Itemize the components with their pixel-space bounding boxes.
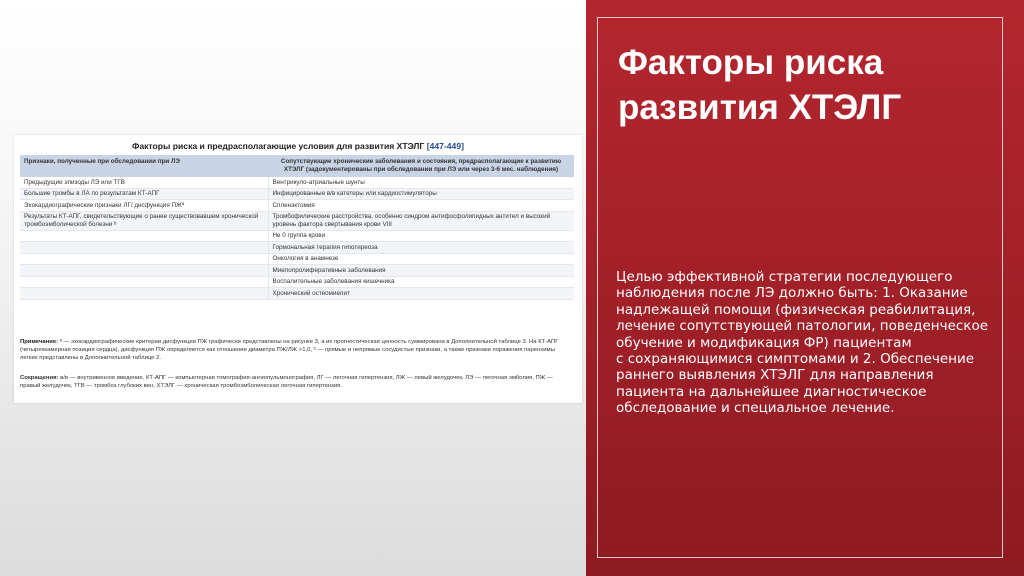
table-cell bbox=[20, 253, 268, 265]
table-cell bbox=[20, 230, 268, 242]
table-cell: Хронический остеомиелит bbox=[268, 288, 574, 300]
table-cell: Результаты КТ-АПГ, свидетельствующие о ранее существовавшем хронической тромбоэмболической болезни ᵇ bbox=[20, 211, 268, 230]
table-caption bbox=[14, 135, 582, 155]
table-row bbox=[20, 200, 574, 212]
table-cell: Онкология в анамнезе bbox=[268, 253, 574, 265]
table-row bbox=[20, 230, 574, 242]
table-cell: Спленэктомия bbox=[268, 200, 574, 212]
table-caption-reference: [447-449] bbox=[426, 141, 464, 151]
table-cell: Инфицированные в/в катетеры или кардиостимуляторы bbox=[268, 188, 574, 200]
table-caption-text: Факторы риска и предрасполагающие условия для развития ХТЭЛГ bbox=[132, 141, 425, 151]
table-cell: Гормональная терапия гипотиреоза bbox=[268, 242, 574, 254]
table-cell bbox=[20, 242, 268, 254]
table-abbreviations-text: в/в — внутривенное введение, КТ-АПГ — компьютерная томография-ангиопульмонография, ЛГ — легочная гипертензия, ЛЖ — левый желудочек, ЛЭ — легочная эмболия, ПЖ — правый желудочек, ТГВ — тромбоз глубоких вен, ХТЭЛГ — хроническая тромбоэмболическая легочная гипертензия. bbox=[20, 375, 553, 389]
table-cell: Не 0 группа крови bbox=[268, 230, 574, 242]
table-cell: Вентрикуло-атриальные шунты bbox=[268, 177, 574, 188]
table-note-label: Примечание: bbox=[20, 339, 59, 345]
slide-title: Факторы риска развития ХТЭЛГ bbox=[618, 43, 902, 127]
table-abbreviations-label: Сокращения: bbox=[20, 375, 59, 381]
table-cell: Эхокардиографические признаки ЛГ/ дисфункция ПЖª bbox=[20, 200, 268, 212]
table-row bbox=[20, 211, 574, 230]
slide-body-text: Целью эффективной стратегии последующего наблюдения после ЛЭ должно быть: 1. Оказание надлежащей помощи (физическая реабилитация, лечение сопутствующей патологии, поведенческое обучение и модификация ФР) пациентам с сохраняющимися симптомами и 2. Обеспечение раннего выявления ХТЭЛГ для направления пациента на дальнейшее диагностическое обследование и специальное лечение. bbox=[616, 269, 989, 417]
table-note-text: ª — эхокардиографические критерии дисфункции ПЖ графически представлены на рисунке 3, а их прогностическая ценность суммирована в Дополнительной таблице 3. На КТ-АПГ (четырехкамерная позиция сердца), дисфункция ПЖ определяется как отношение диаметра ПЖ/ЛЖ >1,0, ᵇ — прямые и непрямые сосудистые признаки, а также признаки поражения паренхимы легких представлены в Дополнительной таблице 2. bbox=[20, 339, 559, 361]
table-cell: Воспалительные заболевания кишечника bbox=[268, 276, 574, 288]
table-cell bbox=[20, 288, 268, 300]
table-row bbox=[20, 253, 574, 265]
table-header-row bbox=[20, 155, 574, 177]
table-cell: Большие тромбы в ЛА по результатам КТ-АПГ bbox=[20, 188, 268, 200]
table-cell bbox=[20, 276, 268, 288]
risk-factors-table bbox=[20, 155, 574, 300]
table-header-col2: Сопутствующие хронические заболевания и состояния, предрасполагающие к развитию ХТЭЛГ (задокументированы при обследовании при ЛЭ или через 3-6 мес. наблюдения) bbox=[268, 155, 574, 177]
embedded-table-image bbox=[14, 135, 582, 403]
table-cell: Предыдущие эпизоды ЛЭ или ТГВ bbox=[20, 177, 268, 188]
table-note bbox=[20, 339, 574, 362]
table-cell bbox=[20, 265, 268, 277]
table-row bbox=[20, 288, 574, 300]
table-row bbox=[20, 265, 574, 277]
table-header-col1: Признаки, полученные при обследовании при ЛЭ bbox=[20, 155, 268, 177]
table-cell: Тромбофилические расстройства, особенно синдром антифосфолипидных антител и высокий уровень фактора свертывания крови VIII bbox=[268, 211, 574, 230]
table-row bbox=[20, 177, 574, 188]
table-row bbox=[20, 276, 574, 288]
table-row bbox=[20, 242, 574, 254]
table-row bbox=[20, 188, 574, 200]
table-abbreviations bbox=[20, 375, 574, 391]
table-cell: Миелопролиферативные заболевания bbox=[268, 265, 574, 277]
